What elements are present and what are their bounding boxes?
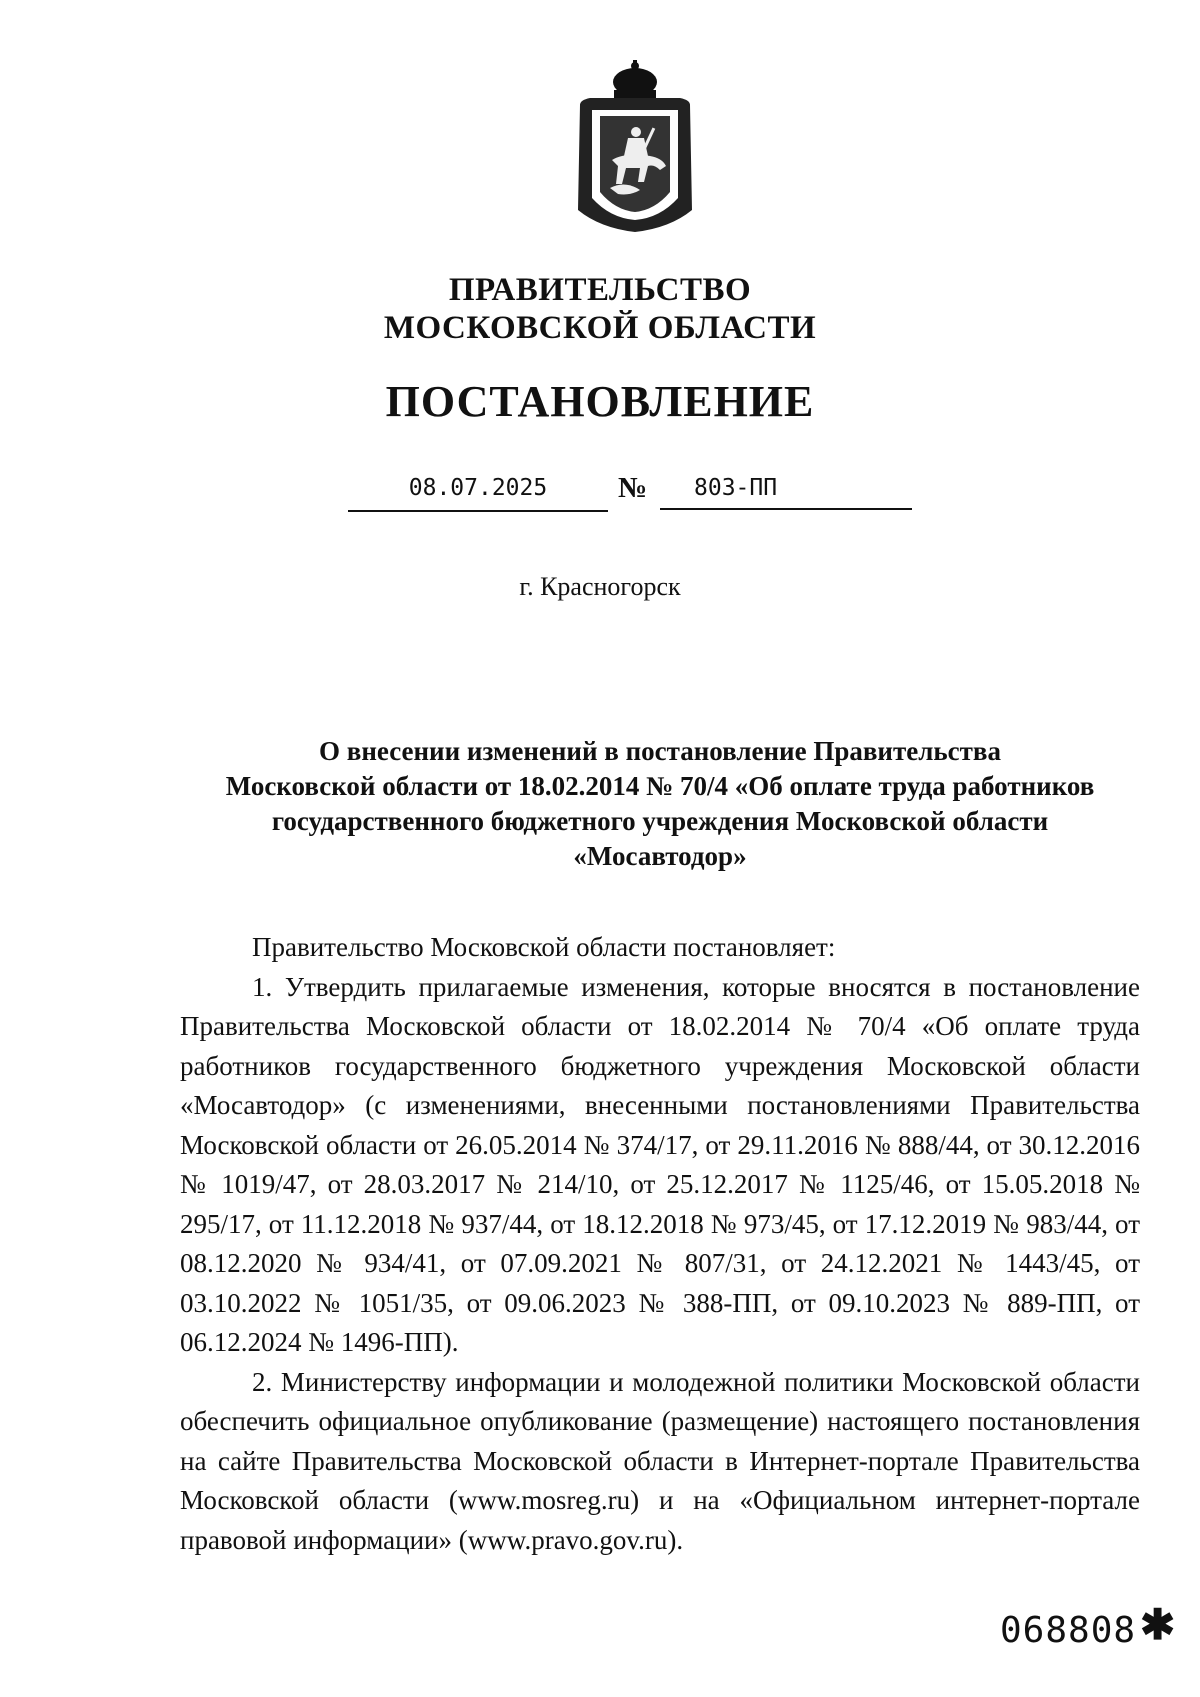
coat-of-arms-emblem (570, 60, 700, 235)
document-subject (190, 734, 1130, 874)
document-body (180, 928, 1140, 1560)
organization-name-line2: МОСКОВСКОЙ ОБЛАСТИ (383, 310, 817, 346)
body-intro: Правительство Московской области постановляет: (252, 932, 836, 962)
body-item-2: 2. Министерству информации и молодежной политики Московской области обеспечить официальное опубликование (размещение) настоящего постановления на сайте Правительства Московской области в Интернет-портале Правительства Московской области (www.mosreg.ru) и на «Официальном интернет-портале правовой информации» (www.pravo.gov.ru). (180, 1366, 1140, 1555)
body-item-1: 1. Утвердить прилагаемые изменения, которые вносятся в постановление Правительства Московской области от 18.02.2014 № 70/4 «Об оплате труда работников государственного бюджетного учреждения Московской области «Мосавтодор» (с изменениями, внесенными постановлениями Правительства Московской области от 26.05.2014 № 374/17, от 29.11.2016 № 888/44, от 30.12.2016 № 1019/47, от 28.03.2017 № 214/10, от 25.12.2017 № 1125/46, от 15.05.2018 № 295/17, от 11.12.2018 № 937/44, от 18.12.2018 № 973/45, от 17.12.2019 № 983/44, от 08.12.2020 № 934/41, от 07.09.2021 № 807/31, от 24.12.2021 № 1443/45, от 03.10.2022 № 1051/35, от 09.06.2023 № 388-ПП, от 09.10.2023 № 889-ПП, от 06.12.2024 № 1496-ПП). (180, 971, 1140, 1357)
organization-name-line1: ПРАВИТЕЛЬСТВО (448, 272, 752, 308)
subject-line: «Мосавтодор» (573, 841, 747, 871)
number-sign: № (618, 472, 648, 504)
asterisk-mark-icon: ✱ (1140, 1603, 1176, 1649)
city-name: г. Красногорск (519, 572, 681, 601)
subject-line: Московской области от 18.02.2014 № 70/4 «Об оплате труда работников (225, 771, 1095, 801)
subject-line: О внесении изменений в постановление Правительства (319, 736, 1001, 766)
subject-line: государственного бюджетного учреждения Московской области (271, 806, 1049, 836)
document-type-title: ПОСТАНОВЛЕНИЕ (385, 377, 815, 426)
document-date: 08.07.2025 (348, 470, 608, 512)
document-number: 803-ПП (660, 470, 912, 510)
document-serial-code: 068808 (1000, 1610, 1137, 1651)
